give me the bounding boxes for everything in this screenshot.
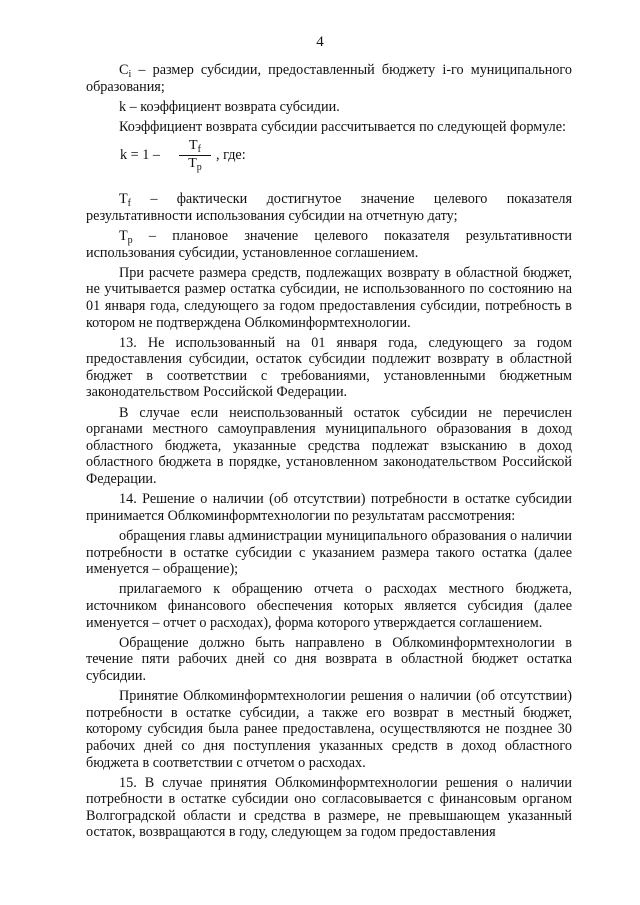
- paragraph-appeal-deadline: Обращение должно быть направлено в Облкоминформтехнологии в течение пяти рабочих дней со дня возврата в областной бюджет остатка субсидии.: [86, 634, 572, 684]
- paragraph-15: 15. В случае принятия Облкоминформтехнологии решения о наличии потребности в остатке субсидии оно согласовывается с финансовым органом Волгоградской области и средства в размере, не превышающем указанный остаток, возвращаются в году, следующем за годом предоставления: [86, 774, 572, 841]
- formula-denominator: $T_p$: [188, 156, 202, 174]
- paragraph-14: 14. Решение о наличии (об отсутствии) потребности в остатке субсидии принимается Облкоминформтехнологии по результатам рассмотрения:: [86, 491, 572, 524]
- paragraph-formula-intro: Коэффициент возврата субсидии рассчитывается по следующей формуле:: [119, 118, 566, 135]
- document-body: [86, 62, 572, 845]
- paragraph-recovery: В случае если неиспользованный остаток субсидии не перечислен органами местного самоуправления муниципального образования в доход областного бюджета, указанные средства подлежат взысканию в доход областного бюджета в порядке, установленном законодательством Российской Федерации.: [86, 404, 572, 488]
- paragraph-ci-definition: $C_i$ – размер субсидии, предоставленный бюджету i-го муниципального образования;: [86, 62, 572, 95]
- paragraph-report: прилагаемого к обращению отчета о расходах местного бюджета, источником финансового обеспечения которых является субсидия (далее именуется – отчет о расходах), форма которого утверждается соглашением.: [86, 581, 572, 631]
- formula-lhs: k = 1 –: [120, 147, 160, 164]
- formula-tail: , где:: [216, 147, 246, 164]
- paragraph-tf-definition: $T_f$ – фактически достигнутое значение целевого показателя результативности использования субсидии на отчетную дату;: [86, 191, 572, 224]
- formula: [86, 139, 572, 179]
- paragraph-appeal: обращения главы администрации муниципального образования о наличии потребности в остатке субсидии с указанием размера такого остатка (далее именуется – обращение);: [86, 528, 572, 578]
- formula-fraction: [179, 138, 211, 172]
- paragraph-calculation: При расчете размера средств, подлежащих возврату в областной бюджет, не учитывается размер остатка субсидии, не использованного по состоянию на 01 января года, следующего за годом предоставления субсидии, потребность в котором не подтверждена Облкоминформтехнологии.: [86, 264, 572, 331]
- paragraph-13: 13. Не использованный на 01 января года, следующего за годом предоставления субсидии, остаток субсидии подлежит возврату в областной бюджет в соответствии с требованиями, установленными бюджетным законодательством Российской Федерации.: [86, 334, 572, 401]
- paragraph-tp-definition: $T_p$ – плановое значение целевого показателя результативности использования субсидии, установленное соглашением.: [86, 227, 572, 261]
- paragraph-decision: Принятие Облкоминформтехнологии решения о наличии (об отсутствии) потребности в остатке субсидии, а также его возврат в местный бюджет, которому субсидия была ранее предоставлена, осуществляются не позднее 30 рабочих дней со дня поступления указанных средств в доход областного бюджета в соответствии с отчетом о расходах.: [86, 688, 572, 771]
- paragraph-k-definition: k – коэффициент возврата субсидии.: [119, 98, 340, 115]
- page-number: 4: [316, 34, 324, 50]
- formula-numerator: $T_f$: [179, 138, 211, 156]
